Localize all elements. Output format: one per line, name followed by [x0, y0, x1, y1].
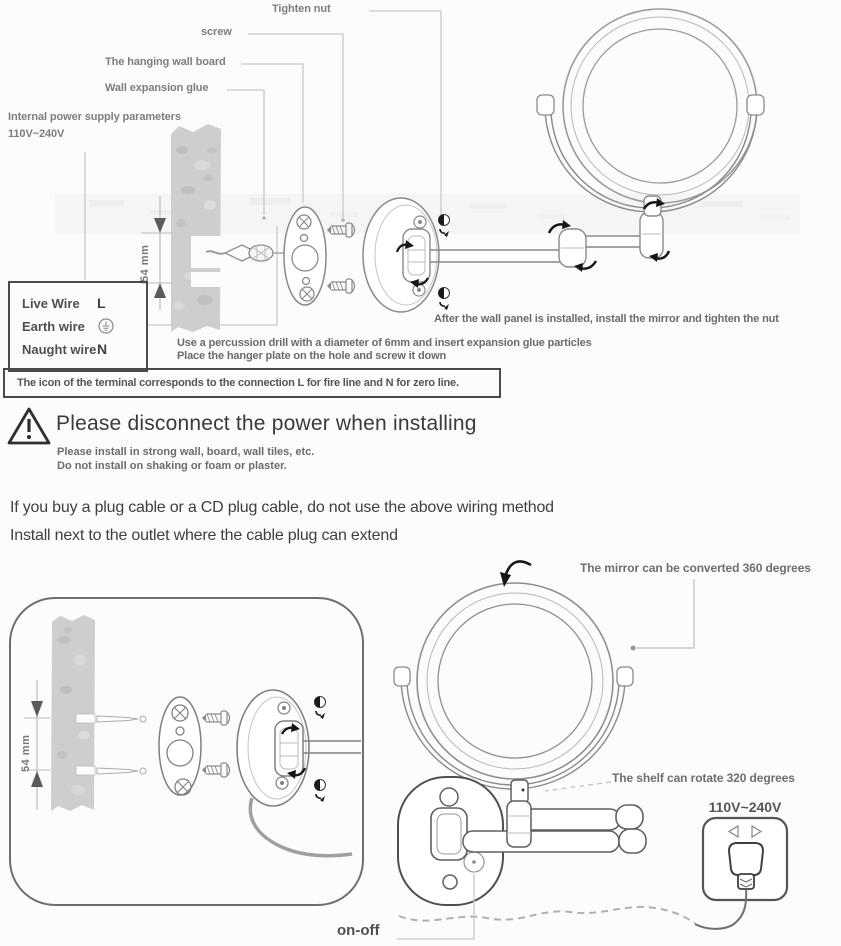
plug-note-line2: Install next to the outlet where the cable plug can extend	[10, 527, 398, 544]
dimension-54mm-label: 54 mm	[20, 734, 32, 772]
tighten-nut-icon	[315, 780, 326, 803]
outlet-icon	[695, 818, 787, 929]
warning-sub-line2: Do not install on shaking or foam or plaster.	[57, 460, 287, 472]
mirror	[537, 9, 764, 212]
mirror-stem	[507, 780, 531, 847]
hanger-plate	[159, 697, 201, 795]
wall-anchor-slot	[76, 714, 95, 723]
label-screw: screw	[201, 26, 232, 38]
expansion-anchor	[97, 716, 146, 774]
label-wall-expansion-glue: Wall expansion glue	[105, 82, 209, 94]
caption-drill-line1: Use a percussion drill with a diameter of 6mm and insert expansion glue particles	[177, 337, 592, 349]
plug-note-line1: If you buy a plug cable or a CD plug cable, do not use the above wiring method	[10, 499, 554, 516]
mirror	[394, 583, 633, 789]
label-hanging-wall-board: The hanging wall board	[105, 56, 226, 68]
tighten-nut-icon	[439, 288, 450, 311]
mirror-pivot-knob	[747, 95, 764, 115]
mirror-pivot-knob	[394, 667, 410, 686]
hanger-plate	[284, 207, 326, 305]
mirror-pivot-knob	[537, 95, 554, 115]
tighten-nut-icon	[315, 697, 326, 720]
folding-arm	[431, 805, 646, 860]
leader-dot	[341, 218, 345, 222]
wall-anchor-slot	[76, 766, 95, 775]
caption-drill-line2: Place the hanger plate on the hole and screw it down	[177, 350, 447, 362]
label-tighten-nut: Tighten nut	[272, 3, 331, 15]
dimension-54mm-label: 54 mm	[139, 244, 151, 282]
screw-icon	[202, 763, 230, 777]
naught-wire-symbol: N	[97, 341, 108, 357]
power-cord	[250, 798, 352, 856]
terminal-note-text: The icon of the terminal corresponds to the connection L for fire line and N for zero line.	[17, 377, 459, 389]
leader-dot	[262, 216, 266, 220]
live-wire-symbol: L	[97, 295, 106, 311]
terminal-note-box	[3, 368, 501, 398]
earth-wire-label: Earth wire	[22, 319, 85, 334]
label-outlet-voltage: 110V~240V	[708, 799, 782, 815]
wall-plate	[237, 690, 361, 806]
wall-section	[171, 124, 222, 332]
screw-icon	[202, 711, 230, 725]
warning-triangle-icon	[6, 406, 52, 446]
screw-icon	[327, 279, 355, 293]
label-mirror-rotation: The mirror can be converted 360 degrees	[580, 561, 811, 575]
wire-legend-box	[8, 281, 148, 372]
live-wire-label: Live Wire	[22, 296, 80, 311]
earth-icon	[98, 318, 114, 334]
wall-plate	[363, 198, 439, 312]
warning-title: Please disconnect the power when installing	[56, 412, 477, 435]
warning-sub-line1: Please install in strong wall, board, wall tiles, etc.	[57, 446, 315, 458]
label-power-voltage: 110V~240V	[8, 128, 65, 140]
mounted-mirror-diagram	[0, 555, 841, 946]
cord-route-dashed	[399, 907, 695, 923]
wall-section	[51, 615, 95, 811]
wall-anchor-hole	[191, 272, 222, 287]
plug-icon	[729, 843, 763, 875]
mirror-pivot-knob	[617, 667, 633, 686]
label-on-off: on-off	[337, 922, 380, 939]
naught-wire-label: Naught wire	[22, 342, 97, 357]
label-power-parameters: Internal power supply parameters	[8, 111, 181, 123]
caption-after-panel: After the wall panel is installed, install the mirror and tighten the nut	[434, 313, 779, 325]
label-shelf-rotation: The shelf can rotate 320 degrees	[612, 771, 795, 785]
